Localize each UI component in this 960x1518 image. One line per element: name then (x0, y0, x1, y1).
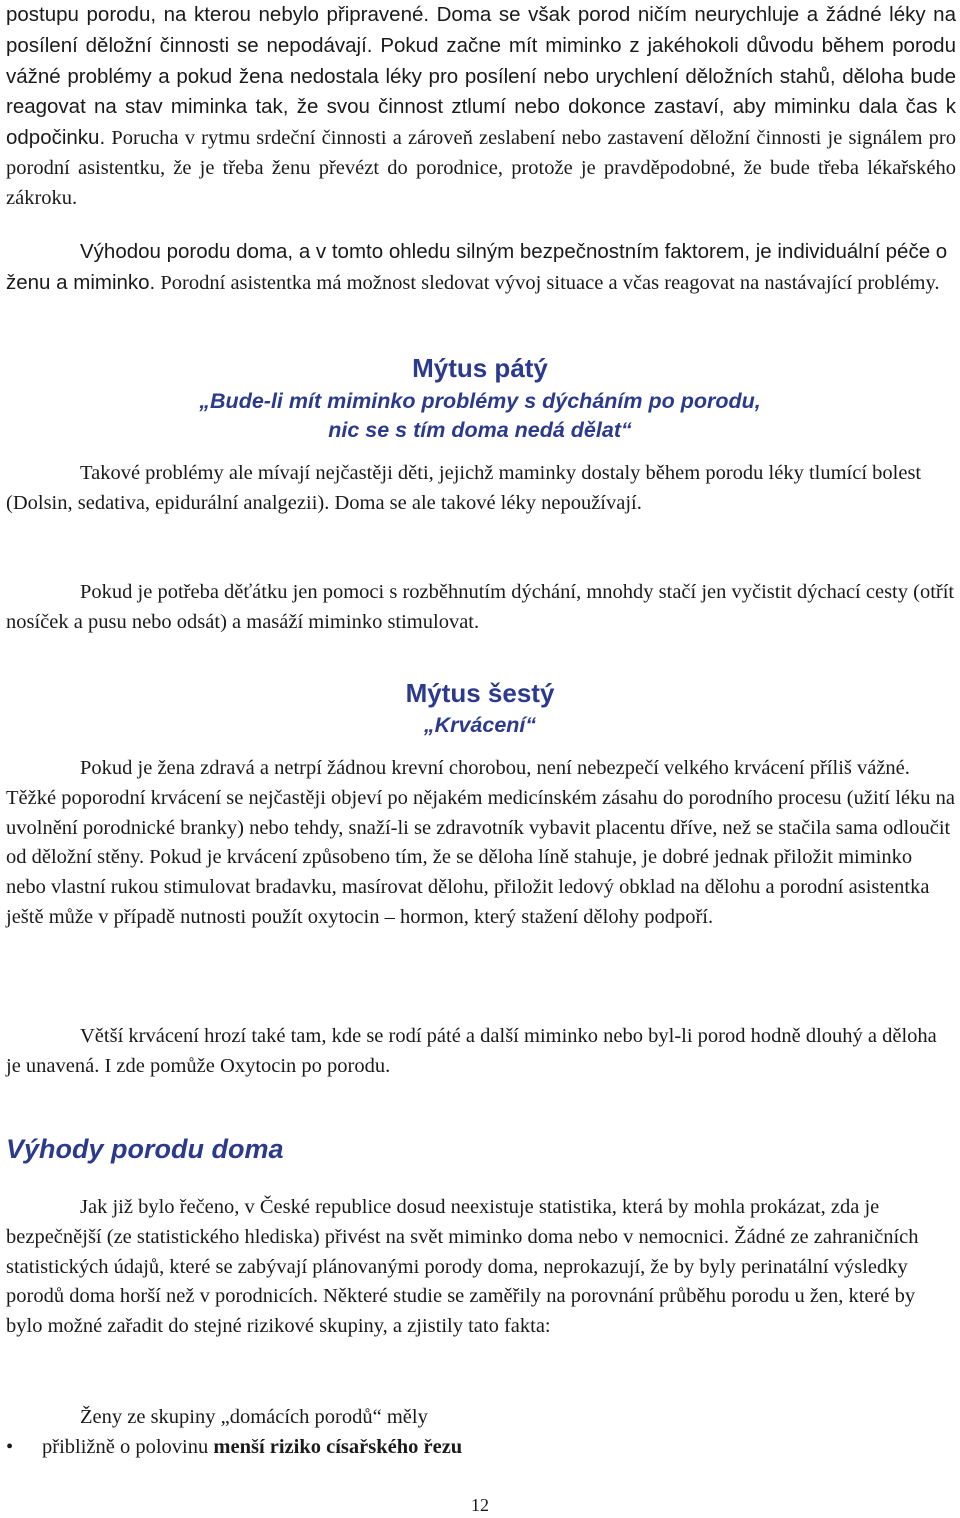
myth6-subtitle: „Krvácení“ (423, 713, 537, 737)
myth6-paragraph1 (6, 754, 956, 933)
myth6-paragraph1-text: Pokud je žena zdravá a netrpí žádnou krevní chorobou, není nebezpečí velkého krvácení příliš vážné. Těžké poporodní krvácení se nejčastěji objeví po nějakém medicínském zásahu do porodního procesu (užití léku na uvolnění porodnické branky) nebo tehdy, snaží-li se zdravotník vybavit placentu dříve, než se stačila sama odloučit od děložní stěny. Pokud je krvácení způsobeno tím, že se děloha líně stahuje, je dobré jednak přiložit miminko nebo vlastní rukou stimulovat bradavku, masírovat dělohu, přiložit ledový obklad na dělohu a porodní asistentka ještě může v případě nutnosti použít oxytocin – hormon, který stažení dělohy podpoří. (6, 757, 955, 928)
myth5-paragraph1 (6, 459, 956, 519)
myth5-paragraph1-text: Takové problémy ale mívají nejčastěji děti, jejichž maminky dostaly během porodu léky tlumící bolest (Dolsin, sedativa, epidurální analgezii). Doma se ale takové léky nepoužívají. (6, 462, 922, 514)
section-lead (6, 1403, 956, 1433)
advantage-paragraph (6, 237, 956, 299)
list-item-text (42, 1433, 462, 1463)
intro-paragraph-serif-part: Porucha v rytmu srdeční činnosti a zároveň zeslabení nebo zastavení děložní činnosti je signálem pro porodní asistentku, že je třeba ženu převézt do porodnice, protože je pravděpodobné, že bude třeba lékařského zákroku. (6, 127, 956, 209)
myth5-paragraph2-text: Pokud je potřeba děťátku jen pomoci s rozběhnutím dýchání, mnohdy stačí jen vyčistit dýchací cesty (otřít nosíček a pusu nebo odsát) a masáží miminko stimulovat. (6, 581, 955, 633)
myth5-title: Mýtus pátý (412, 353, 548, 383)
myth5-subtitle-line1: „Bude-li mít miminko problémy s dýcháním po porodu, (199, 389, 761, 413)
section-lead-text: Ženy ze skupiny „domácích porodů“ měly (80, 1406, 428, 1428)
bullet-icon: • (6, 1436, 14, 1458)
list-item-normal-text: přibližně o polovinu (42, 1436, 214, 1458)
section-paragraph (6, 1193, 956, 1342)
page-number: 12 (471, 1495, 489, 1515)
myth6-paragraph2 (6, 1022, 956, 1082)
advantage-paragraph-serif-part: Porodní asistentka má možnost sledovat vývoj situace a včas reagovat na nastávající problémy. (155, 271, 940, 294)
myth6-paragraph2-text: Větší krvácení hrozí také tam, kde se rodí páté a další miminko nebo byl-li porod hodně dlouhý a děloha je unavená. I zde pomůže Oxytocin po porodu. (6, 1025, 937, 1077)
myth5-subtitle-line2: nic se s tím doma nedá dělat“ (328, 418, 632, 442)
myth6-title: Mýtus šestý (405, 678, 555, 708)
myth5-paragraph2 (6, 578, 956, 638)
section-paragraph-text: Jak již bylo řečeno, v České republice dosud neexistuje statistika, která by mohla prokázat, zda je bezpečnější (ze statistického hlediska) přivést na svět miminko doma nebo v nemocnici. Žádné ze zahraničních statistických údajů, které se zabývají plánovanými porody doma, neprokazují, že by byly perinatální výsledky porodů doma horší než v porodnicích. Některé studie se zaměřily na porovnání průběhu porodu u žen, které by bylo možné zařadit do stejné rizikové skupiny, a zjistily tato fakta: (6, 1196, 919, 1338)
intro-paragraph-sans-part: postupu porodu, na kterou nebylo připravené. Doma se však porod ničím neurychluje a žádné léky na posílení děložní činnosti se nepodávají. Pokud začne mít miminko z jakéhokoli důvodu během porodu vážné problémy a pokud žena nedostala léky pro posílení nebo urychlení děložních stahů, děloha bude reagovat na stav miminka tak, že svou činnost ztlumí nebo dokonce zastaví, aby miminku dala čas k odpočinku. (6, 3, 956, 150)
intro-paragraph (6, 0, 956, 214)
section-title: Výhody porodu doma (6, 1134, 284, 1164)
list-item-bold-text: menší riziko císařského řezu (213, 1436, 463, 1458)
advantage-paragraph-sans-part: Výhodou porodu doma, a v tomto ohledu silným bezpečnostním faktorem, je individuální péče o ženu a miminko. (6, 240, 948, 294)
